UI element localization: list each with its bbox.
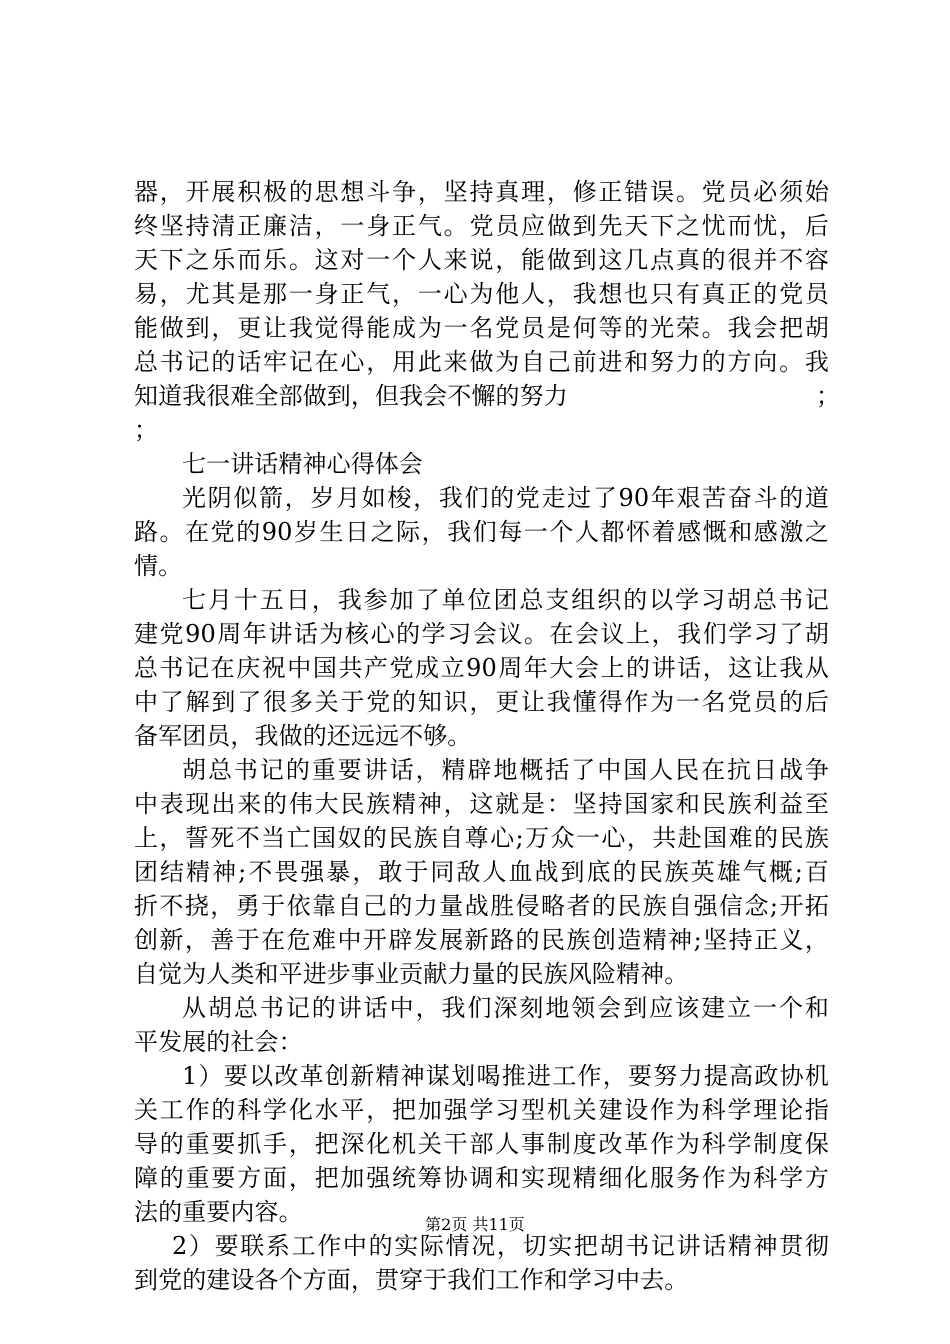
text-line: 上，誓死不当亡国奴的民族自尊心;万众一心，共赴国难的民族: [134, 824, 829, 852]
paragraph-first-line: 从胡总书记的讲话中，我们深刻地领会到应该建立一个和: [182, 994, 829, 1022]
text-line: 器，开展积极的思想斗争，坚持真理，修正错误。党员必须始: [134, 178, 829, 206]
text-line: 知道我很难全部做到，但我会不懈的努力: [134, 382, 568, 410]
paragraph-first-line: 七月十五日，我参加了单位团总支组织的以学习胡总书记: [182, 586, 829, 614]
text-line: 自觉为人类和平进步事业贡献力量的民族风险精神。: [134, 960, 689, 988]
paragraph-first-line: 胡总书记的重要讲话，精辟地概括了中国人民在抗日战争: [182, 756, 829, 784]
text-line: 平发展的社会：: [134, 1028, 303, 1056]
text-line: 能做到，更让我觉得能成为一名党员是何等的光荣。我会把胡: [134, 314, 829, 342]
text-line: 导的重要抓手，把深化机关干部人事制度改革作为科学制度保: [134, 1130, 829, 1158]
punctuation-mark: ；: [816, 382, 841, 410]
text-line: 终坚持清正廉洁，一身正气。党员应做到先天下之忧而忧，后: [134, 212, 829, 240]
text-line: 法的重要内容。: [134, 1198, 303, 1226]
text-line: 团结精神;不畏强暴，敢于同敌人血战到底的民族英雄气概;百: [134, 858, 829, 886]
text-line: 总书记在庆祝中国共产党成立90周年大会上的讲话，这让我从: [134, 654, 829, 682]
text-line: 天下之乐而乐。这对一个人来说，能做到这几点真的很并不容: [134, 246, 829, 274]
text-line: 备军团员，我做的还远远不够。: [134, 722, 472, 750]
text-line: 折不挠，勇于依靠自己的力量战胜侵略者的民族自强信念;开拓: [134, 892, 829, 920]
text-line: 总书记的话牢记在心，用此来做为自己前进和努力的方向。我: [134, 348, 829, 376]
page-number-footer: 第2页 共11页: [425, 1215, 525, 1234]
text-line: 路。在党的90岁生日之际，我们每一个人都怀着感慨和感激之: [134, 518, 829, 546]
text-line: 易，尤其是那一身正气，一心为他人，我想也只有真正的党员: [134, 280, 829, 308]
text-line: 建党90周年讲话为核心的学习会议。在会议上，我们学习了胡: [134, 620, 829, 648]
text-line: 中表现出来的伟大民族精神，这就是：坚持国家和民族利益至: [134, 790, 829, 818]
text-line: 到党的建设各个方面，贯穿于我们工作和学习中去。: [134, 1266, 689, 1294]
text-line: 情。: [134, 552, 183, 580]
list-item-first-line: 2）要联系工作中的实际情况，切实把胡书记讲话精神贯彻: [172, 1232, 829, 1260]
text-line: 中了解到了很多关于党的知识，更让我懂得作为一名党员的后: [134, 688, 829, 716]
section-heading: 七一讲话精神心得体会: [182, 450, 423, 478]
text-line: 创新，善于在危难中开辟发展新路的民族创造精神;坚持正义，: [134, 926, 829, 954]
list-item-first-line: 1）要以改革创新精神谋划喝推进工作，要努力提高政协机: [182, 1062, 829, 1090]
text-line: 障的重要方面，把加强统筹协调和实现精细化服务作为科学方: [134, 1164, 829, 1192]
punctuation-mark: ；: [134, 416, 159, 444]
paragraph-first-line: 光阴似箭，岁月如梭，我们的党走过了90年艰苦奋斗的道: [182, 484, 829, 512]
text-line: 关工作的科学化水平，把加强学习型机关建设作为科学理论指: [134, 1096, 829, 1124]
